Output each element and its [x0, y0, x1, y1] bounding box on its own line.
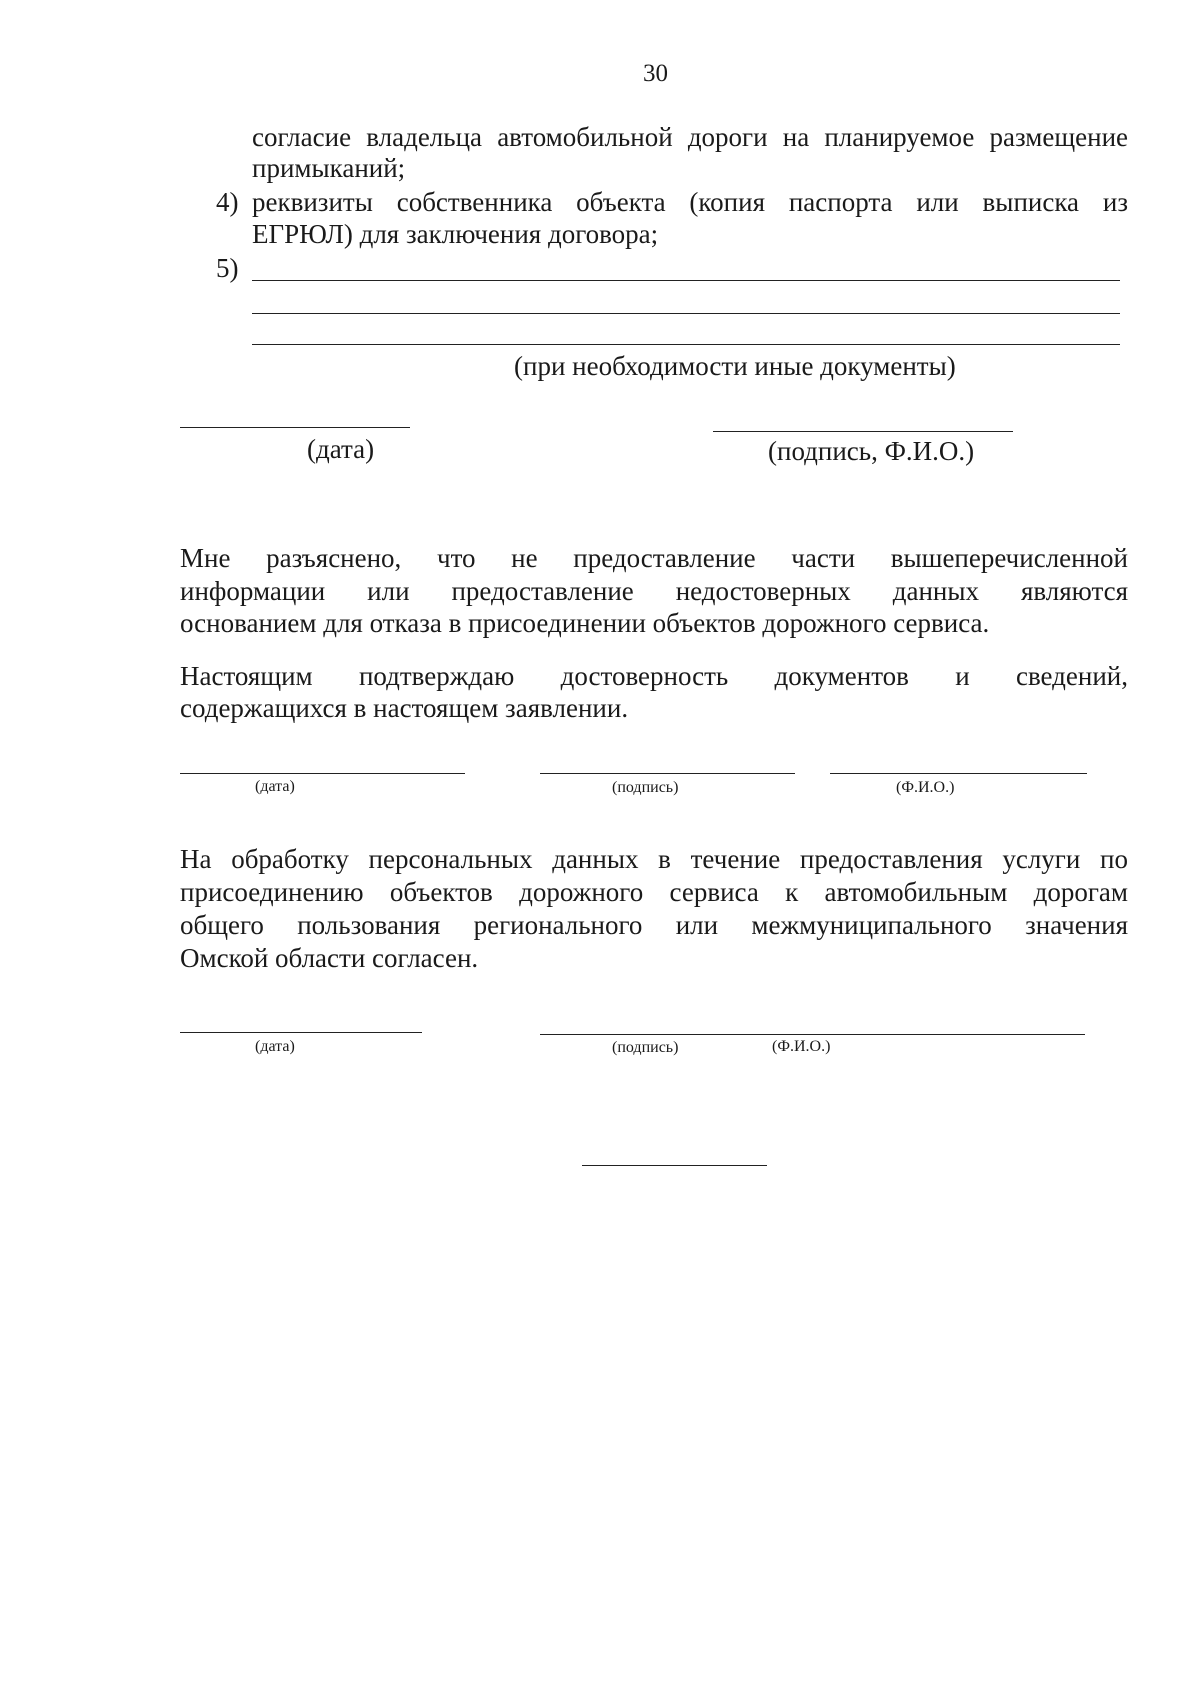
item-5-number: 5) — [216, 253, 239, 283]
page-number: 30 — [643, 60, 668, 87]
item-5-blank-line-3 — [252, 344, 1120, 345]
date-caption-2: (дата) — [255, 778, 295, 795]
paragraph-3-line-4: Омской области согласен. — [180, 943, 479, 973]
signature-name-line-3 — [540, 1034, 1085, 1035]
paragraph-3-line-1: На обработку персональных данных в течение предоставления услуги по — [180, 844, 1128, 874]
paragraph-2-line-2: содержащихся в настоящем заявлении. — [180, 693, 629, 723]
signature-caption-2: (подпись) — [612, 779, 679, 796]
closing-separator-line — [582, 1165, 767, 1166]
signature-line-1 — [713, 431, 1013, 432]
date-caption-3: (дата) — [255, 1038, 295, 1055]
paragraph-3-line-3: общего пользования регионального или межмуниципального значения — [180, 910, 1128, 940]
item-5-caption: (при необходимости иные документы) — [514, 351, 956, 381]
signature-line-2 — [540, 773, 795, 774]
date-line-3 — [180, 1032, 422, 1033]
item-5-blank-line-2 — [252, 313, 1120, 314]
list-continuation-line-2: примыканий; — [252, 153, 406, 183]
name-caption-3: (Ф.И.О.) — [772, 1038, 831, 1055]
paragraph-1-line-3: основанием для отказа в присоединении объектов дорожного сервиса. — [180, 608, 990, 638]
paragraph-1-line-2: информации или предоставление недостоверных данных являются — [180, 576, 1128, 606]
paragraph-1-line-1: Мне разъяснено, что не предоставление части вышеперечисленной — [180, 543, 1128, 573]
item-4-number: 4) — [216, 187, 239, 217]
item-5-blank-line-1 — [252, 280, 1120, 281]
list-continuation-line-1: согласие владельца автомобильной дороги на планируемое размещение — [252, 122, 1128, 152]
item-4-line-1: реквизиты собственника объекта (копия паспорта или выписка из — [252, 187, 1128, 217]
signature-caption-1: (подпись, Ф.И.О.) — [768, 436, 975, 466]
name-caption-2: (Ф.И.О.) — [896, 779, 955, 796]
date-caption-1: (дата) — [307, 434, 375, 464]
item-4-line-2: ЕГРЮЛ) для заключения договора; — [252, 219, 659, 249]
paragraph-2-line-1: Настоящим подтверждаю достоверность документов и сведений, — [180, 661, 1128, 691]
date-line-2 — [180, 773, 465, 774]
name-line-2 — [830, 773, 1087, 774]
signature-caption-3: (подпись) — [612, 1039, 679, 1056]
paragraph-3-line-2: присоединению объектов дорожного сервиса к автомобильным дорогам — [180, 877, 1128, 907]
date-line-1 — [180, 427, 410, 428]
